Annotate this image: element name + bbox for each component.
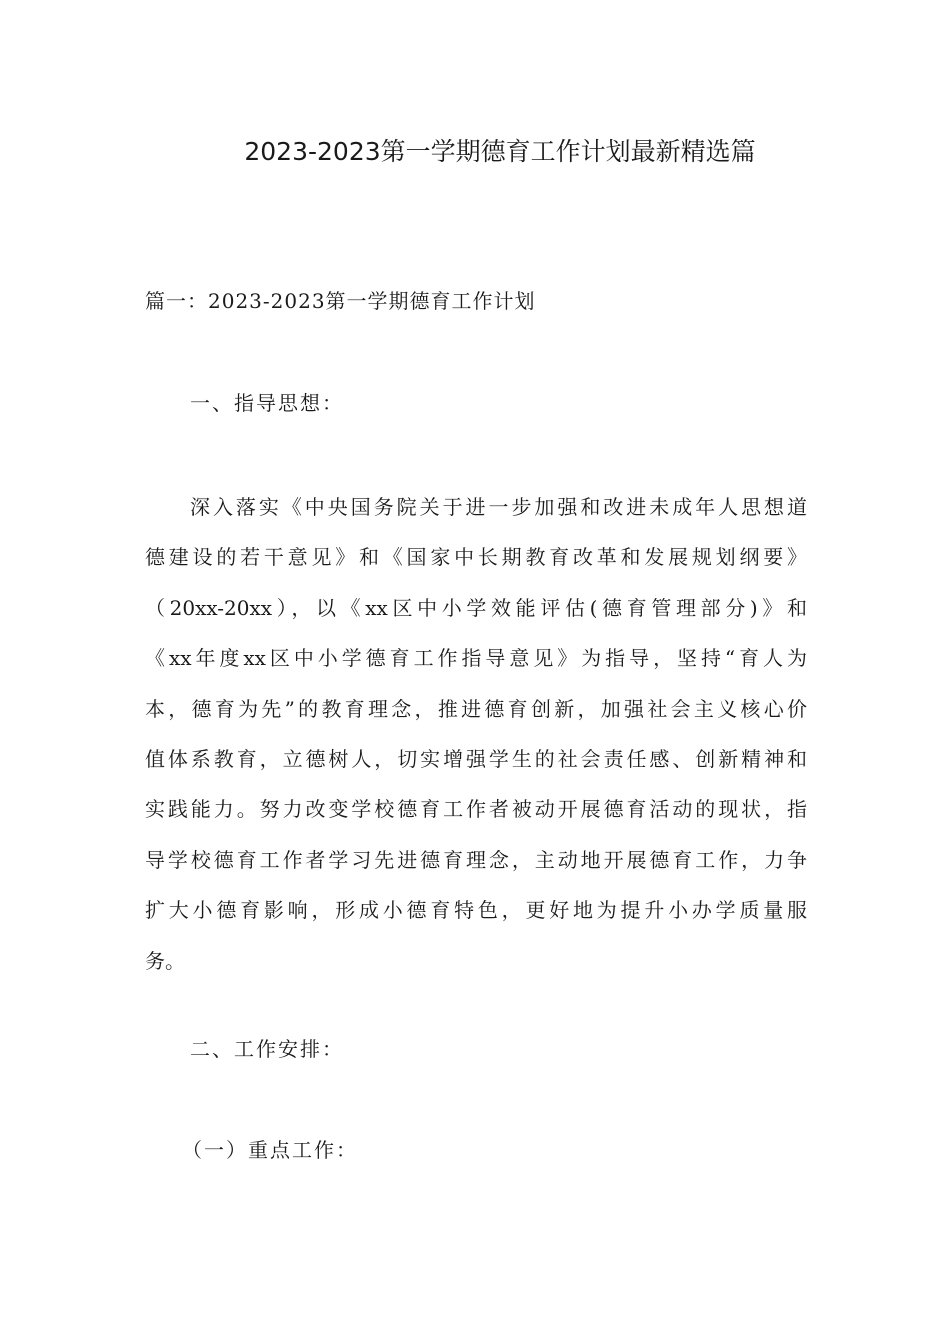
paragraph-line: 本，德育为先”的教育理念，推进德育创新，加强社会主义核心价 (145, 696, 807, 721)
subheading-guiding-ideology: 一、指导思想： (190, 391, 344, 415)
paragraph-line: 深入落实《中央国务院关于进一步加强和改进未成年人思想道 (190, 495, 807, 519)
body-paragraph (145, 482, 807, 986)
paragraph-line: 实践能力。努力改变学校德育工作者被动开展德育活动的现状，指 (145, 797, 807, 822)
subheading-key-work: （一）重点工作： (182, 1138, 358, 1162)
paragraph-line: 导学校德育工作者学习先进德育理念，主动地开展德育工作，力争 (145, 847, 807, 872)
paragraph-line: 值体系教育，立德树人，切实增强学生的社会责任感、创新精神和 (145, 746, 807, 771)
document-title: 2023-2023第一学期德育工作计划最新精选篇 (244, 137, 756, 166)
subheading-work-arrangement: 二、工作安排： (190, 1037, 344, 1061)
paragraph-line: （20xx-20xx），以《xx区中小学效能评估(德育管理部分)》和 (145, 595, 807, 620)
paragraph-line: 扩大小德育影响，形成小德育特色，更好地为提升小办学质量服 (145, 898, 807, 923)
paragraph-line: 《xx年度xx区中小学德育工作指导意见》为指导，坚持“育人为 (145, 646, 807, 671)
section-heading: 篇一：2023-2023第一学期德育工作计划 (145, 289, 536, 313)
paragraph-line: 德建设的若干意见》和《国家中长期教育改革和发展规划纲要》 (145, 545, 807, 570)
paragraph-line: 务。 (145, 948, 185, 973)
